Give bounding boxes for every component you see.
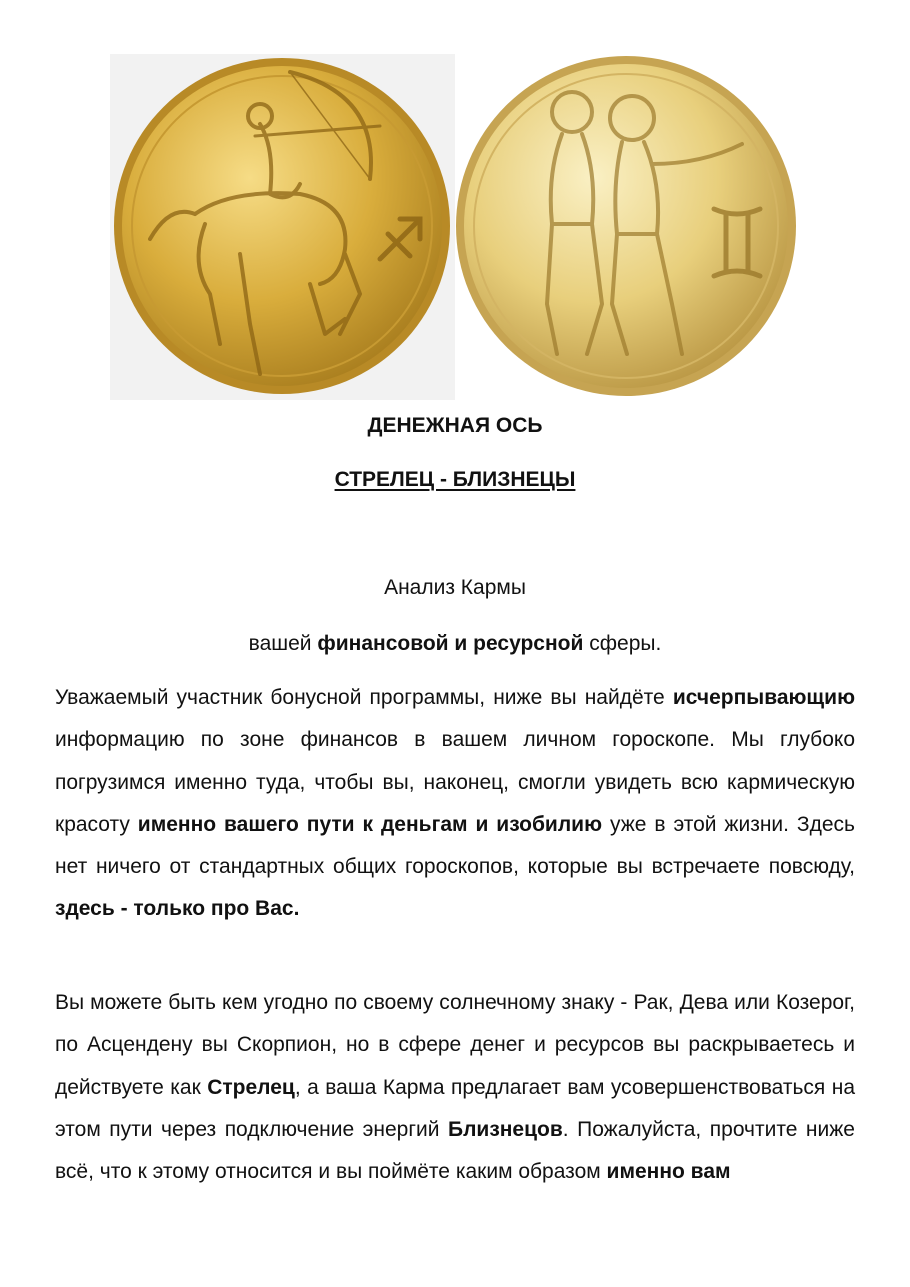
paragraph-bold: именно вашего пути к деньгам и изобилию [137,812,603,836]
paragraph-1 [55,677,855,931]
paragraph-bold: исчерпывающию [672,686,855,709]
paragraph-text: , а ваша Карма предлагает вам усовершенствоваться на этом пути через подключение энергий [55,1075,855,1141]
paragraph-bold: именно вам [606,1160,731,1184]
paragraph-bold: Близнецов [447,1117,563,1141]
gemini-coin-icon [452,54,800,400]
paragraph-text: . Пожалуйста, прочтите ниже всё, что к этому относится и вы поймёте каким образом [55,1117,855,1184]
paragraph-bold: здесь - только про Вас. [55,897,300,921]
intro-bold: финансовой и ресурсной [317,632,584,655]
intro-text: сферы. [583,632,662,655]
paragraph-text: Вы можете быть кем угодно по своему солнечному знаку - Рак, Дева или Козерог, по Асцендену вы Скорпион, но в сфере денег и ресурсов вы раскрываетесь и действуете как [55,991,855,1099]
intro-text: вашей [248,632,318,655]
paragraph-2 [55,982,855,1193]
page-title: ДЕНЕЖНАЯ ОСЬ [367,414,543,437]
sagittarius-coin-icon [110,54,455,400]
paragraph-bold: Стрелец [207,1075,295,1099]
paragraph-text: информацию по зоне финансов в вашем личном гороскопе. Мы глубоко погрузимся именно туда, чтобы вы, наконец, смогли увидеть всю кармическую красоту [55,728,855,836]
paragraph-text: Уважаемый участник бонусной программы, ниже вы найдёте [55,686,673,709]
intro-line-2 [0,632,910,656]
page-subtitle: СТРЕЛЕЦ - БЛИЗНЕЦЫ [334,468,576,491]
coin-images [110,54,800,400]
intro-line-1: Анализ Кармы [384,576,526,599]
paragraph-text: уже в этой жизни. Здесь нет ничего от стандартных общих гороскопов, которые вы встречаете повсюду, [55,812,855,879]
